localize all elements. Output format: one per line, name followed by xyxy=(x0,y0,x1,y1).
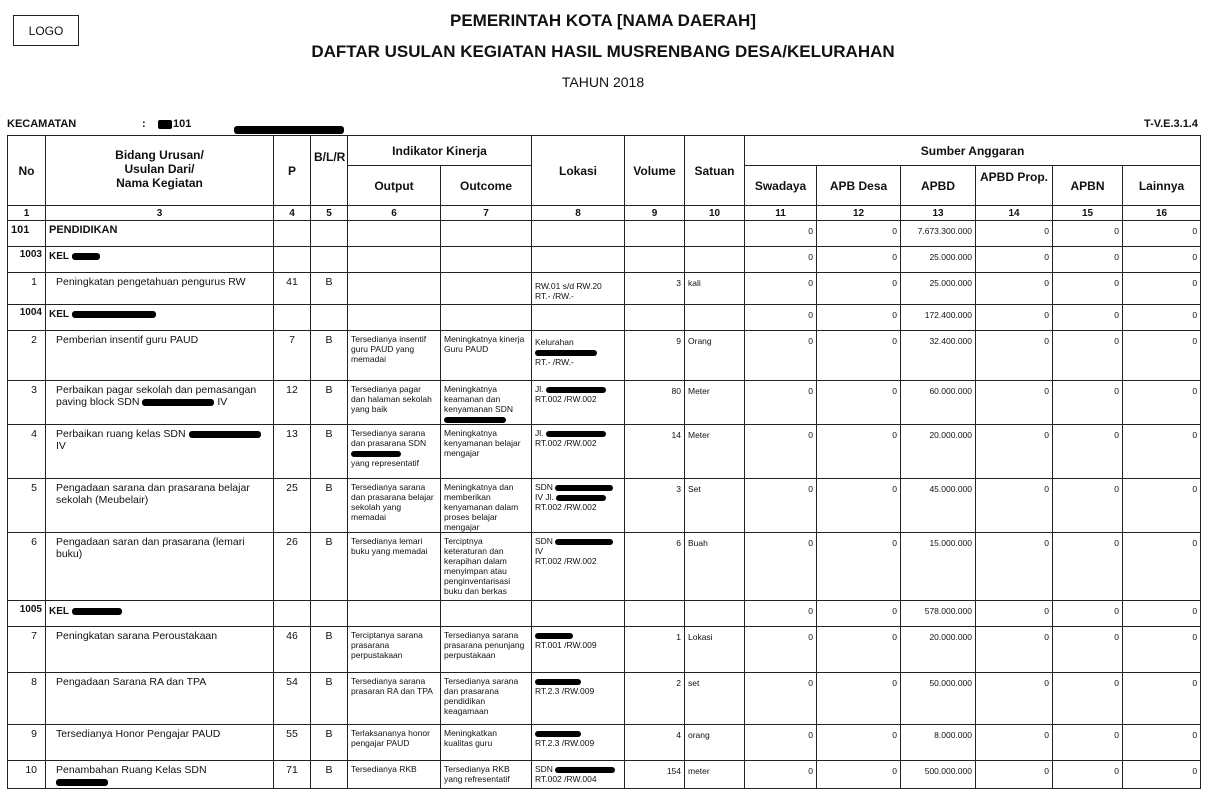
col-header-lainnya: Lainnya xyxy=(1123,166,1201,206)
redaction xyxy=(158,120,172,129)
redaction xyxy=(189,431,261,438)
col-header-blr: B/L/R xyxy=(311,136,348,206)
document-title: PEMERINTAH KOTA [NAMA DAERAH] xyxy=(450,11,756,30)
col-header-indikator: Indikator Kinerja xyxy=(348,136,532,166)
table-row: 2 Pemberian insentif guru PAUD 7 B Tersedianya insentif guru PAUD yang memadai Meningkatnya kinerja Guru PAUD Kelurahan RT.- /RW.- 9 Orang 0 0 32.400.000 0 0 0 xyxy=(8,331,1201,381)
table-row: 7 Peningkatan sarana Peroustakaan 46 B Terciptanya sarana prasarana perpustakaan Tersedianya sarana prasarana penunjang perpustakaan RT.001 /RW.009 1 Lokasi 0 0 20.000.000 0 0 0 xyxy=(8,627,1201,673)
redaction xyxy=(234,126,344,134)
col-header-p: P xyxy=(274,136,311,206)
table-row: 8 Pengadaan Sarana RA dan TPA 54 B Tersedianya sarana prasaran RA dan TPA Tersedianya sarana dan prasarana pendidikan keagamaan RT.2.3 /RW.009 2 set 0 0 50.000.000 0 0 0 xyxy=(8,673,1201,725)
col-header-outcome: Outcome xyxy=(441,166,532,206)
table-row: 10 Penambahan Ruang Kelas SDN 71 B Tersedianya RKB Tersedianya RKB yang refresentatif SDN RT.002 /RW.004 154 meter 0 0 500.000.000 0 0 0 xyxy=(8,761,1201,789)
col-header-lokasi: Lokasi xyxy=(532,136,625,206)
redaction xyxy=(555,767,615,773)
table-row: 6 Pengadaan saran dan prasarana (lemari buku) 26 B Tersedianya lemari buku yang memadai Terciptnya keteraturan dan kerapihan dalam menyimpan atau penginventarisasi buku dan berkas SDN IV RT.002 /RW.002 6 Buah 0 0 15.000.000 0 0 0 xyxy=(8,533,1201,601)
kelurahan-row: 1004 KEL 0 0 172.400.000 0 0 0 xyxy=(8,305,1201,331)
table-row: 5 Pengadaan sarana dan prasarana belajar sekolah (Meubelair) 25 B Tersedianya sarana dan prasarana belajar sekolah yang memadai Meningkatnya dan memberikan kenyamanan dalam proses belajar mengajar SDN IV Jl. RT.002 /RW.002 3 Set 0 0 45.000.000 0 0 0 xyxy=(8,479,1201,533)
redaction xyxy=(444,417,506,423)
redaction xyxy=(56,779,108,786)
redaction xyxy=(535,350,597,356)
col-header-apbn: APBN xyxy=(1053,166,1123,206)
table-row: 3 Perbaikan pagar sekolah dan pemasangan paving block SDN IV 12 B Tersedianya pagar dan halaman sekolah yang baik Meningkatnya keamanan dan kenyamanan SDN Jl. RT.002 /RW.002 80 Meter 0 0 60.000.000 0 0 0 xyxy=(8,381,1201,425)
col-header-bidang: Bidang Urusan/ Usulan Dari/ Nama Kegiatan xyxy=(46,136,274,206)
form-code: T-V.E.3.1.4 xyxy=(1143,118,1198,130)
redaction xyxy=(555,539,613,545)
col-header-no: No xyxy=(8,136,46,206)
kelurahan-row: 1005 KEL 0 0 578.000.000 0 0 0 xyxy=(8,601,1201,627)
redaction xyxy=(535,633,573,639)
col-header-apbd-prop: APBD Prop. xyxy=(976,166,1053,206)
header-row-1 xyxy=(8,136,1201,166)
table-row: 1 Peningkatan pengetahuan pengurus RW 41 B RW.01 s/d RW.20 RT.- /RW.- 3 kali 0 0 25.000.000 0 0 0 xyxy=(8,273,1201,305)
redaction xyxy=(72,253,100,260)
kecamatan-label: KECAMATAN xyxy=(7,118,77,130)
redaction xyxy=(555,485,613,491)
redaction xyxy=(535,679,581,685)
document-year: TAHUN 2018 xyxy=(561,74,645,90)
usulan-table xyxy=(7,135,1201,789)
kecamatan-colon: : xyxy=(142,118,146,130)
table-row: 4 Perbaikan ruang kelas SDN IV 13 B Tersedianya sarana dan prasarana SDN yang representatif Meningkatnya kenyamanan belajar mengajar Jl. RT.002 /RW.002 14 Meter 0 0 20.000.000 0 0 0 xyxy=(8,425,1201,479)
table-row: 9 Tersedianya Honor Pengajar PAUD 55 B Terlaksananya honor pengajar PAUD Meningkatkan kualitas guru RT.2.3 /RW.009 4 orang 0 0 8.000.000 0 0 0 xyxy=(8,725,1201,761)
col-header-volume: Volume xyxy=(625,136,685,206)
col-header-sumber: Sumber Anggaran xyxy=(745,136,1201,166)
redaction xyxy=(535,731,581,737)
redaction xyxy=(351,451,401,457)
column-index-row: 1 3 4 5 6 7 8 9 10 11 12 13 14 15 16 xyxy=(8,206,1201,221)
col-header-output: Output xyxy=(348,166,441,206)
redaction xyxy=(556,495,606,501)
redaction xyxy=(72,608,122,615)
redaction xyxy=(546,387,606,393)
logo-label: LOGO xyxy=(28,23,64,38)
document-subtitle: DAFTAR USULAN KEGIATAN HASIL MUSRENBANG DESA/KELURAHAN xyxy=(311,42,895,61)
bidang-row: 101 PENDIDIKAN 0 0 7.673.300.000 0 0 0 xyxy=(8,221,1201,247)
kelurahan-row: 1003 KEL 0 0 25.000.000 0 0 0 xyxy=(8,247,1201,273)
redaction xyxy=(72,311,156,318)
col-header-swadaya: Swadaya xyxy=(745,166,817,206)
col-header-satuan: Satuan xyxy=(685,136,745,206)
col-header-apb-desa: APB Desa xyxy=(817,166,901,206)
redaction xyxy=(546,431,606,437)
redaction xyxy=(142,399,214,406)
col-header-apbd: APBD xyxy=(901,166,976,206)
kecamatan-code: 101 xyxy=(158,118,191,130)
